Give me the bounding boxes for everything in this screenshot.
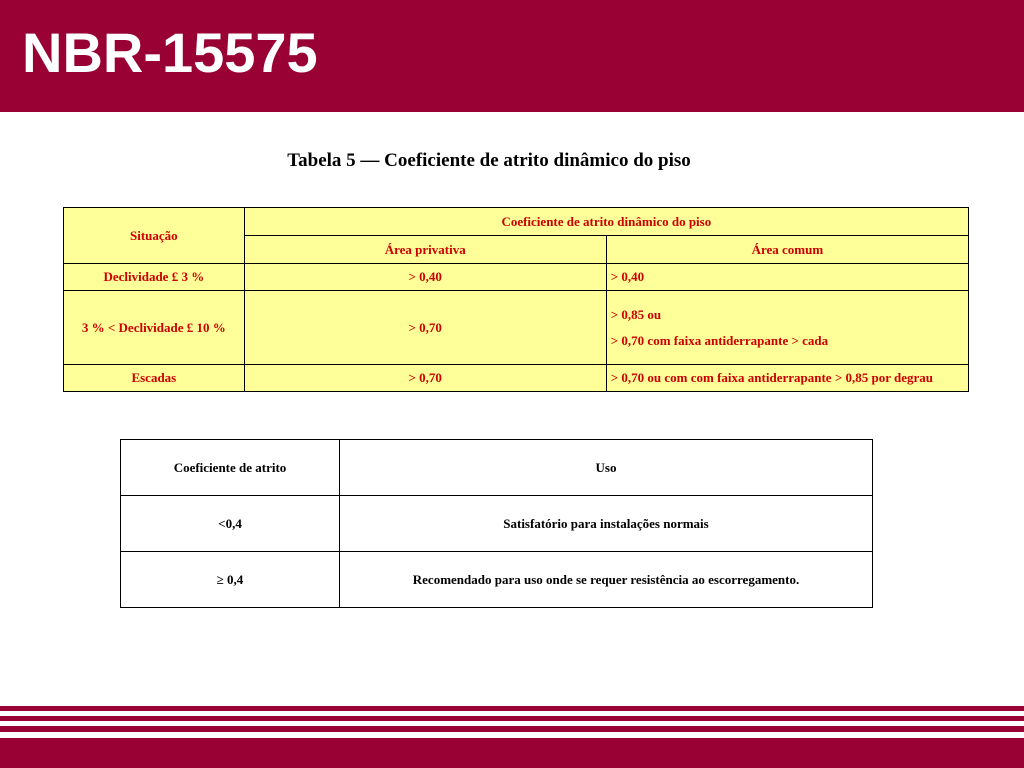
footer-stripe	[0, 716, 1024, 721]
cell-comum: > 0,40	[606, 264, 968, 291]
header-band	[0, 0, 1024, 112]
cell-situacao: Declividade £ 3 %	[64, 264, 245, 291]
cell-comum	[606, 291, 968, 365]
table-row	[121, 496, 873, 552]
cell-coef: ≥ 0,4	[121, 552, 340, 608]
table-row	[64, 365, 969, 392]
header-uso: Uso	[340, 440, 873, 496]
header-coeficiente: Coeficiente de atrito dinâmico do piso	[244, 208, 968, 236]
cell-situacao: 3 % < Declividade £ 10 %	[64, 291, 245, 365]
header-situacao: Situação	[64, 208, 245, 264]
cell-privativa: > 0,40	[244, 264, 606, 291]
slide-title: NBR-15575	[22, 21, 318, 84]
table-caption: Tabela 5 — Coeficiente de atrito dinâmico do piso	[287, 150, 691, 171]
table-row	[64, 264, 969, 291]
footer-band	[0, 738, 1024, 768]
cell-uso: Recomendado para uso onde se requer resistência ao escorregamento.	[340, 552, 873, 608]
cell-coef: <0,4	[121, 496, 340, 552]
cell-privativa: > 0,70	[244, 291, 606, 365]
cell-situacao: Escadas	[64, 365, 245, 392]
friction-coefficient-table	[63, 207, 969, 392]
header-coeficiente-atrito: Coeficiente de atrito	[121, 440, 340, 496]
table-row	[121, 552, 873, 608]
cell-comum-line: > 0,70 com faixa antiderrapante > cada	[610, 332, 829, 348]
footer-stripe	[0, 726, 1024, 732]
header-area-privativa: Área privativa	[244, 236, 606, 264]
usage-table	[120, 439, 873, 608]
cell-comum: > 0,70 ou com com faixa antiderrapante > 0,85 por degrau	[606, 365, 968, 392]
table-row	[64, 291, 969, 365]
cell-uso: Satisfatório para instalações normais	[340, 496, 873, 552]
cell-privativa: > 0,70	[244, 365, 606, 392]
footer-stripe	[0, 706, 1024, 711]
footer-stripes	[0, 706, 1024, 768]
cell-comum-line: > 0,85 ou	[610, 306, 662, 322]
header-area-comum: Área comum	[606, 236, 968, 264]
